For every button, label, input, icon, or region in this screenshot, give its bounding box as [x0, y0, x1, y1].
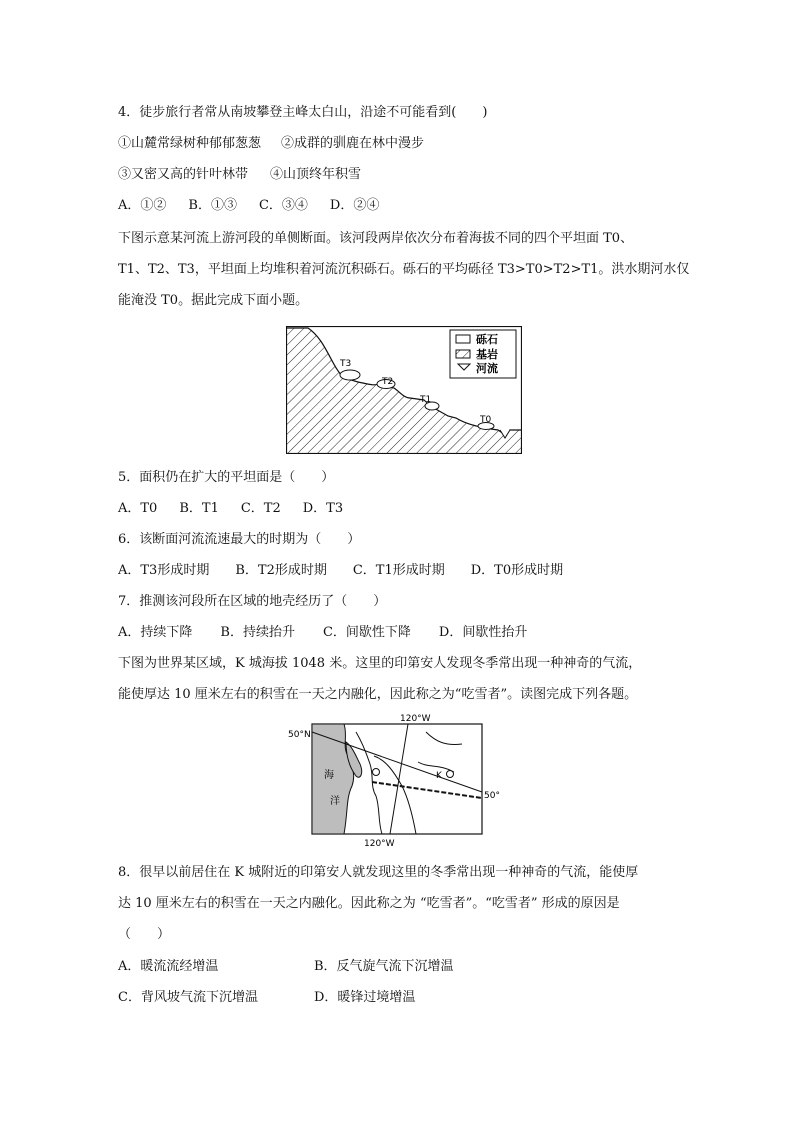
q4-option-b: B．①③	[188, 198, 237, 213]
q8-option-a: A．暖流流经增温	[118, 959, 219, 974]
label-lat-left: 50°N	[288, 730, 311, 740]
q8-option-b: B．反气旋气流下沉增温	[314, 959, 454, 974]
q5-options	[118, 500, 343, 518]
label-city-k: K	[436, 771, 442, 781]
q4-option-a: A．①②	[118, 198, 167, 213]
q6-option-d: D．T0形成时期	[470, 563, 564, 578]
intro1-line2: T1、T2、T3，平坦面上均堆积着河流沉积砾石。砾石的平均砾径 T3>T0>T2>T1。洪水期河水仅	[118, 262, 690, 277]
q4-stem: 4．徒步旅行者常从南坡攀登主峰太白山，沿途不可能看到( )	[118, 105, 488, 120]
q8-line3: （ ）	[118, 927, 171, 942]
river-section-figure	[286, 326, 522, 454]
q7-option-a: A．持续下降	[118, 625, 193, 640]
q8-line1: 8．很早以前居住在 K 城附近的印第安人就发现这里的冬季常出现一种神奇的气流，能使厚	[118, 865, 639, 880]
intro2-line1: 下图为世界某区域，K 城海拔 1048 米。这里的印第安人发现冬季常出现一种神奇的气流，	[118, 656, 642, 671]
q4-item-1: ①山麓常绿树种郁郁葱葱	[118, 136, 262, 151]
label-t2: T2	[382, 377, 394, 387]
q4-item-4: ④山顶终年积雪	[270, 167, 362, 182]
q6-option-c: C．T1形成时期	[352, 563, 445, 578]
q6-option-a: A．T3形成时期	[118, 563, 210, 578]
label-lon-bottom: 120°W	[364, 839, 395, 848]
q4-items-row1	[118, 135, 424, 153]
q6-stem: 6．该断面河流流速最大的时期为（ ）	[118, 532, 361, 547]
city-marker-2	[373, 769, 380, 776]
legend-label-bedrock: 基岩	[476, 348, 498, 361]
legend-label-river: 河流	[476, 362, 498, 375]
q4-option-d: D．②④	[329, 198, 380, 213]
legend-label-gravel: 砾石	[476, 333, 498, 346]
q7-options	[118, 624, 527, 642]
q4-items-row2	[118, 166, 361, 184]
q5-option-d: D．T3	[302, 501, 344, 516]
q7-option-b: B．持续抬升	[220, 625, 295, 640]
q5-stem: 5．面积仍在扩大的平坦面是（ ）	[118, 470, 335, 485]
q4-item-3: ③又密又高的针叶林带	[118, 167, 249, 182]
label-ocean-1: 海	[324, 770, 334, 781]
region-map-figure	[286, 712, 506, 848]
q4-item-2: ②成群的驯鹿在林中漫步	[281, 136, 425, 151]
legend-gravel-symbol	[456, 335, 470, 343]
q8-line2: 达 10 厘米左右的积雪在一天之内融化。因此称之为 “吃雪者”。“吃雪者” 形成的原因是	[118, 896, 620, 911]
label-t1: T1	[420, 395, 432, 405]
q8-option-c: C．背风坡气流下沉增温	[118, 990, 258, 1005]
q7-stem: 7．推测该河段所在区域的地壳经历了（ ）	[118, 594, 387, 609]
gravel-t3	[340, 370, 360, 380]
label-lon-top: 120°W	[400, 714, 431, 724]
q6-option-b: B．T2形成时期	[235, 563, 327, 578]
q7-option-d: D．间歇性抬升	[438, 625, 528, 640]
label-t3: T3	[340, 359, 352, 369]
intro1-line3: 能淹没 T0。据此完成下面小题。	[118, 293, 309, 308]
intro2-line2: 能使厚达 10 厘米左右的积雪在一天之内融化，因此称之为“吃雪者”。读图完成下列各题。	[118, 687, 638, 702]
q6-options	[118, 562, 563, 580]
q4-options	[118, 197, 379, 215]
q5-option-b: B．T1	[179, 501, 219, 516]
q5-option-c: C．T2	[240, 501, 281, 516]
city-marker	[447, 771, 454, 778]
q5-option-a: A．T0	[118, 501, 158, 516]
q4-option-c: C．③④	[258, 198, 308, 213]
label-ocean-2: 洋	[330, 796, 340, 807]
label-lat-right: 50°	[484, 791, 500, 801]
label-t0: T0	[480, 415, 492, 425]
legend-bedrock-symbol	[456, 350, 470, 358]
q8-option-d: D．暖锋过境增温	[314, 990, 416, 1005]
q7-option-c: C．间歇性下降	[322, 625, 411, 640]
intro1-line1: 下图示意某河流上游河段的单侧断面。该河段两岸依次分布着海拔不同的四个平坦面 T0、	[118, 231, 634, 246]
